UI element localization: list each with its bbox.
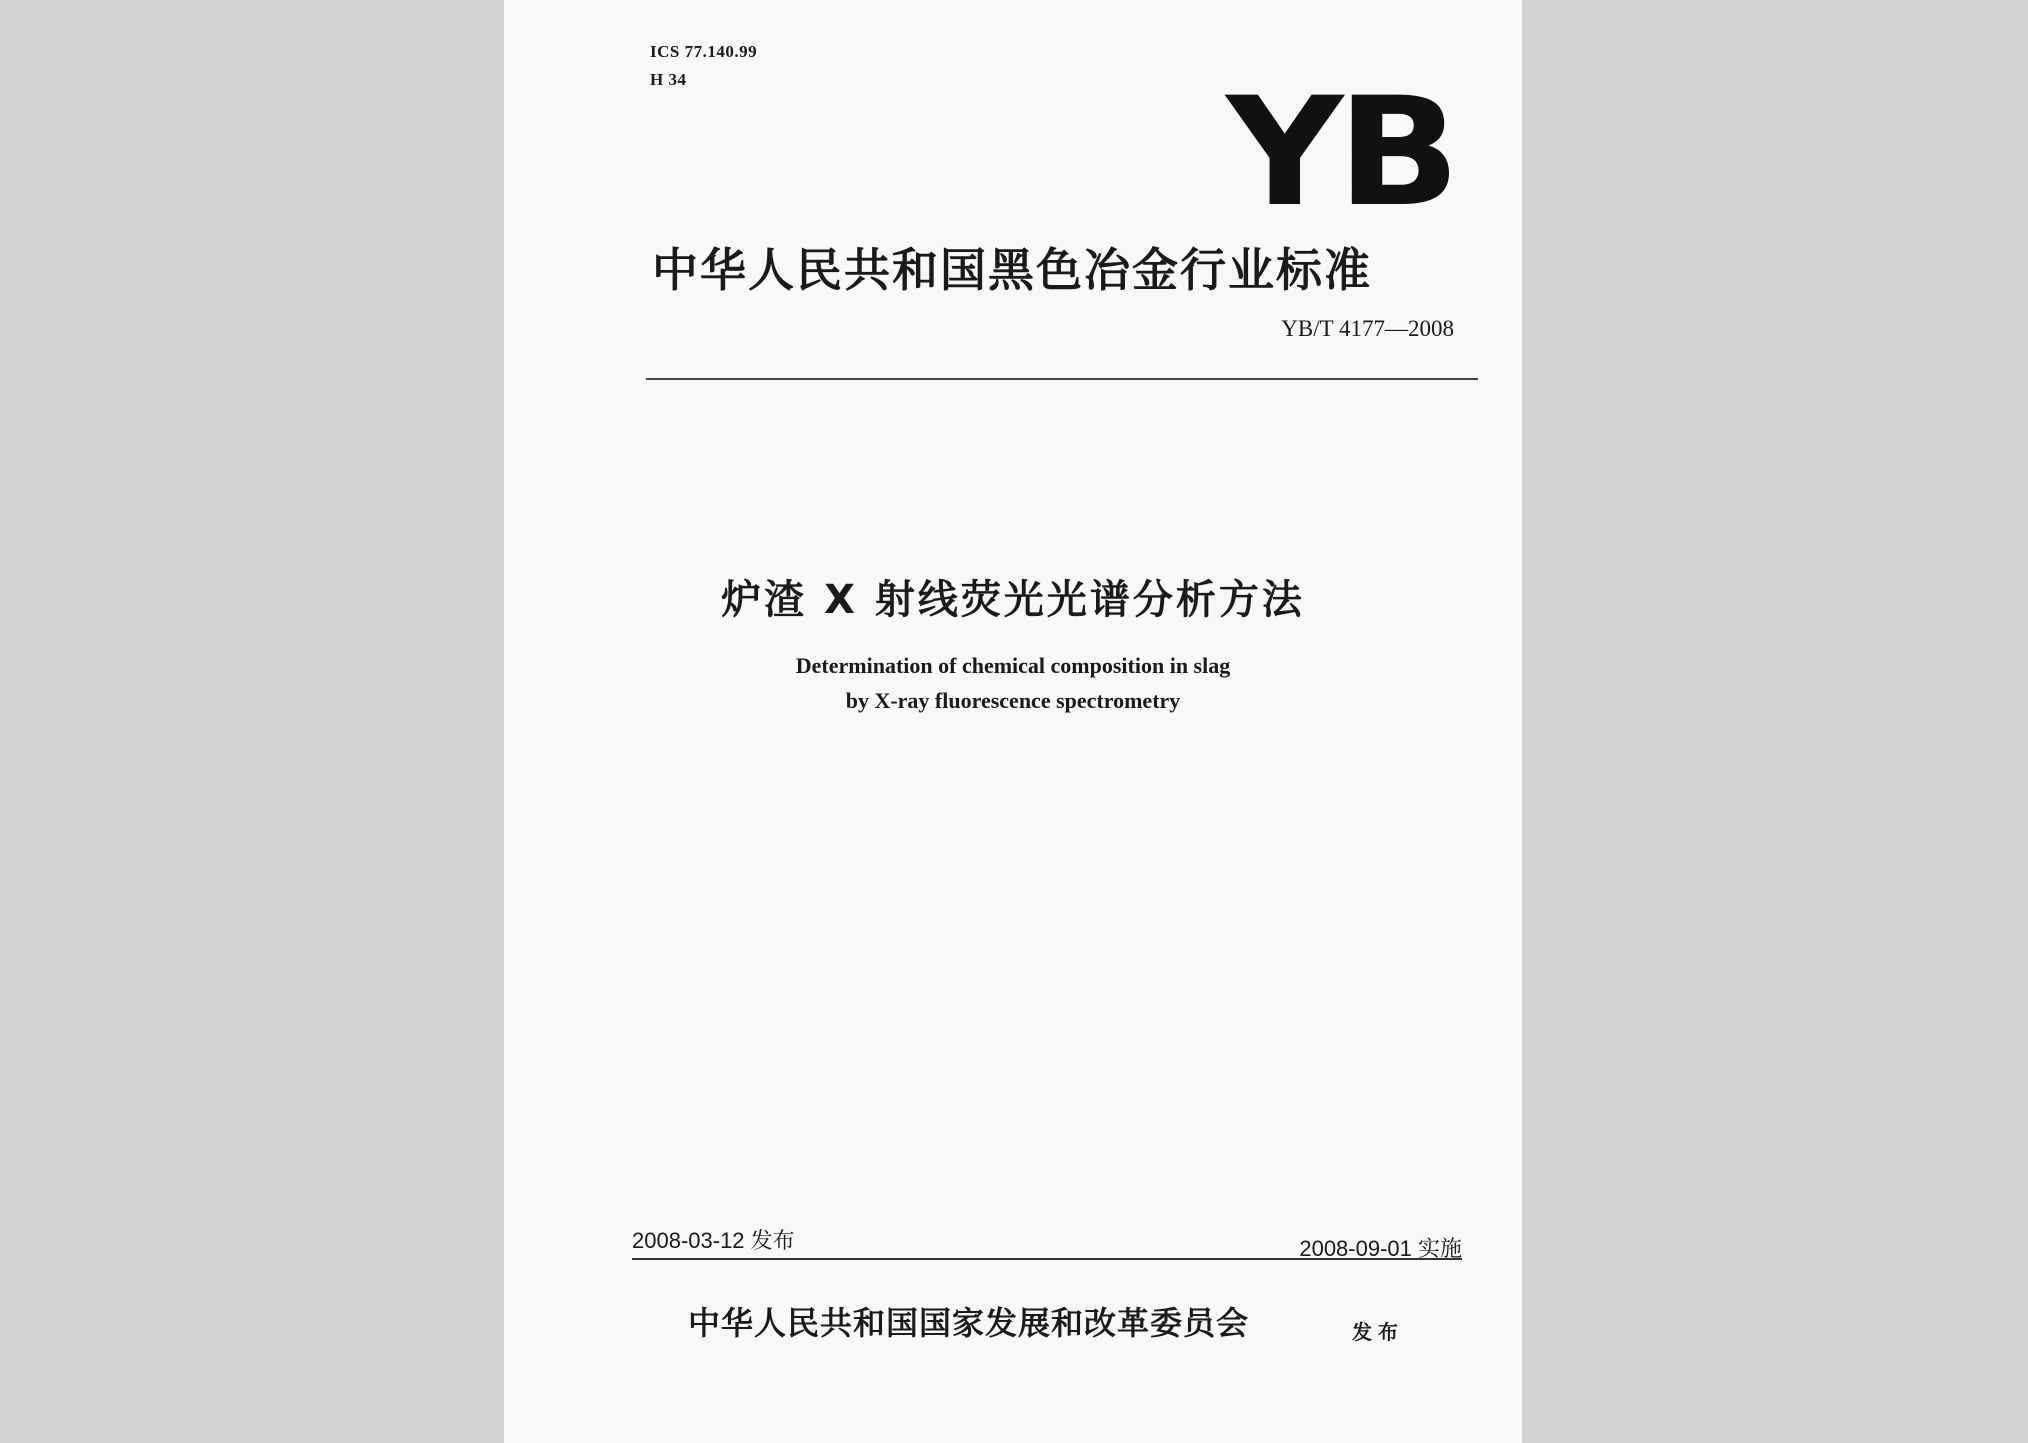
yb-logo: YB [1226, 66, 1454, 240]
document-title-english-line1: Determination of chemical composition in slag [795, 653, 1231, 678]
standard-category-title: 中华人民共和国黑色冶金行业标准 [652, 243, 1372, 297]
standard-number: YB/T 4177—2008 [1281, 316, 1454, 341]
footer-divider [632, 1258, 1462, 1260]
header-divider [646, 378, 1478, 380]
ccs-code: H 34 [650, 70, 687, 89]
implementation-date: 2008-09-01 实施 [1299, 1236, 1462, 1261]
issue-date: 2008-03-12 发布 [632, 1228, 795, 1253]
document-title-english-line2: by X-ray fluorescence spectrometry [845, 688, 1181, 713]
document-title-chinese: 炉渣 X 射线荧光光谱分析方法 [721, 577, 1305, 623]
publish-label: 发布 [1352, 1320, 1404, 1344]
standard-cover-page [504, 0, 1522, 1443]
ics-code: ICS 77.140.99 [650, 42, 758, 61]
publisher-name: 中华人民共和国国家发展和改革委员会 [688, 1304, 1250, 1342]
